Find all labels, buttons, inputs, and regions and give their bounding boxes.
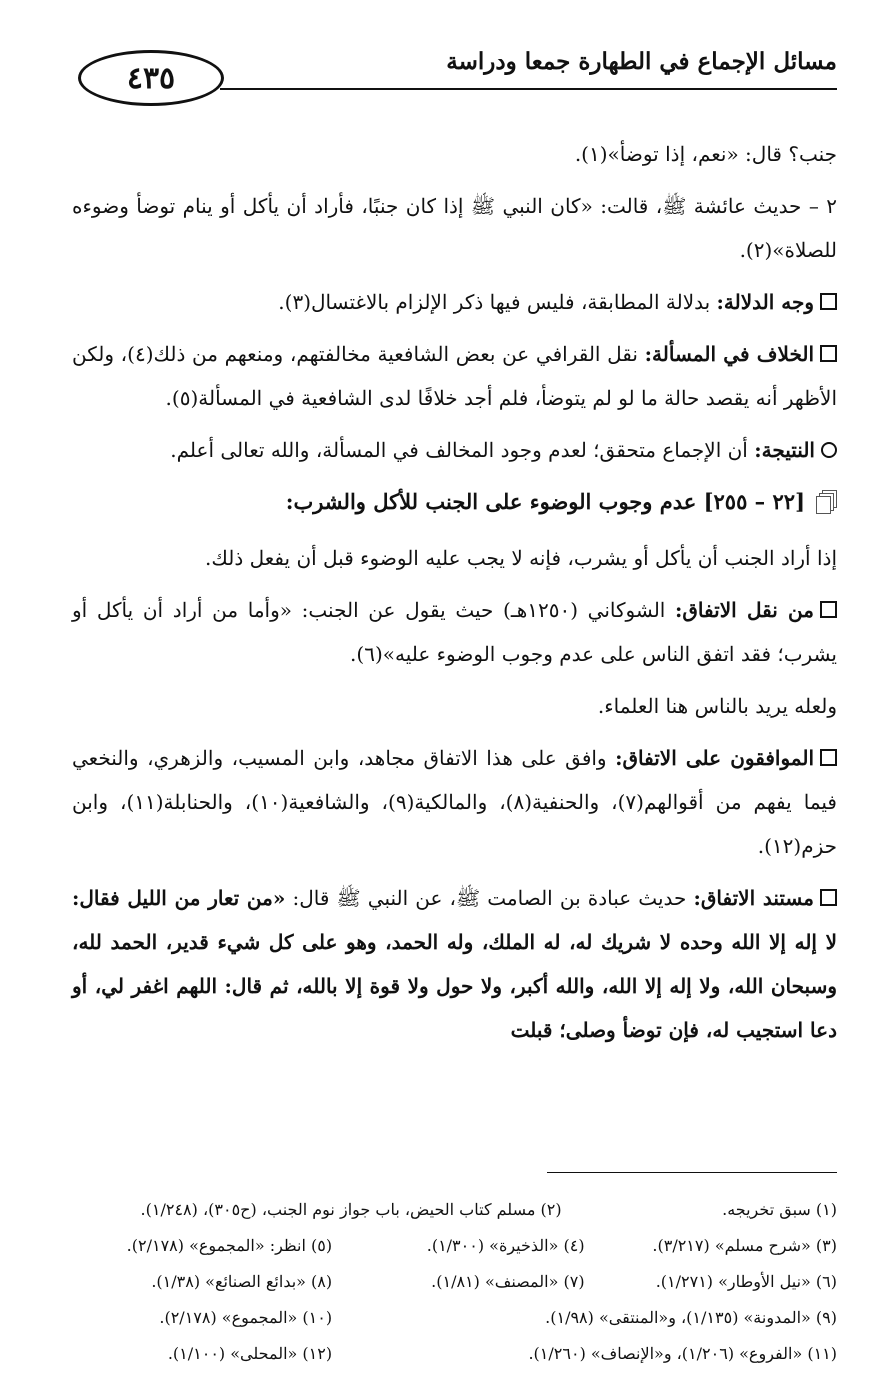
footnote-row-5 xyxy=(72,1336,837,1372)
paragraph-1: جنب؟ قال: «نعم، إذا توضأ»(١). xyxy=(574,142,837,166)
paragraph-6: إذا أراد الجنب أن يأكل أو يشرب، فإنه لا يجب عليه الوضوء قبل أن يفعل ذلك. xyxy=(205,546,837,570)
text-transmitter: الشوكاني (١٢٥٠هـ) حيث يقول عن الجنب: «وأما من أراد أن يأكل أو يشرب؛ فقد اتفق الناس على عدم وجوب الوضوء عليه»(٦). xyxy=(72,598,837,666)
footnote-row-3 xyxy=(72,1264,837,1300)
section-heading xyxy=(72,480,837,524)
footnote-row-1 xyxy=(72,1192,837,1228)
paragraph-3 xyxy=(72,280,837,324)
paragraph-5 xyxy=(72,428,837,472)
footnote-4: (٤) «الذخيرة» (١/٣٠٠). xyxy=(426,1236,585,1255)
label-agreeing: الموافقون على الاتفاق: xyxy=(615,746,814,770)
square-bullet-icon xyxy=(820,749,837,766)
label-transmitter: من نقل الاتفاق: xyxy=(675,598,814,622)
running-head: مسائل الإجماع في الطهارة جمعا ودراسة xyxy=(446,48,837,75)
paragraph-8: ولعله يريد بالناس هنا العلماء. xyxy=(597,694,837,718)
footnote-5: (٥) انظر: «المجموع» (٢/١٧٨). xyxy=(126,1236,333,1255)
paragraph-10 xyxy=(72,876,837,1052)
footnote-9: (٩) «المدونة» (١/١٣٥)، و«المنتقى» (١/٩٨). xyxy=(545,1308,837,1327)
label-disagreement: الخلاف في المسألة: xyxy=(644,342,814,366)
circle-bullet-icon xyxy=(821,442,837,458)
footnote-3: (٣) «شرح مسلم» (٣/٢١٧). xyxy=(652,1236,837,1255)
footnote-divider xyxy=(547,1172,837,1173)
square-bullet-icon xyxy=(820,889,837,906)
text-result: أن الإجماع متحقق؛ لعدم وجود المخالف في المسألة، والله تعالى أعلم. xyxy=(170,438,755,462)
footnote-2: (٢) مسلم كتاب الحيض، باب جواز نوم الجنب، (ح٣٠٥)، (١/٢٤٨). xyxy=(140,1200,562,1219)
footnotes xyxy=(72,1192,837,1372)
header-rule xyxy=(220,88,837,90)
footnote-6: (٦) «نيل الأوطار» (١/٢٧١). xyxy=(655,1272,837,1291)
page-header xyxy=(60,30,837,100)
label-evidence: وجه الدلالة: xyxy=(716,290,814,314)
paragraph-2: ٢ – حديث عائشة ﷺ، قالت: «كان النبي ﷺ إذا كان جنبًا، فأراد أن يأكل أو ينام توضأ وضوءه للصلاة»(٢). xyxy=(72,194,837,262)
footnote-row-4 xyxy=(72,1300,837,1336)
footnote-1: (١) سبق تخريجه. xyxy=(722,1200,837,1219)
footnote-10: (١٠) «المجموع» (٢/١٧٨). xyxy=(159,1308,333,1327)
paragraph-4 xyxy=(72,332,837,420)
square-bullet-icon xyxy=(820,345,837,362)
text-agreeing: وافق على هذا الاتفاق مجاهد، وابن المسيب، والزهري، والنخعي فيما يفهم من أقوالهم(٧)، والحنفية(٨)، والمالكية(٩)، والشافعية(١٠)، والحنابلة(١١)، وابن حزم(١٢). xyxy=(72,746,837,858)
section-heading-text: [٢٢ – ٢٥٥] عدم وجوب الوضوء على الجنب للأكل والشرب: xyxy=(285,489,805,514)
footnote-row-2 xyxy=(72,1228,837,1264)
footnote-12: (١٢) «المحلى» (١/١٠٠). xyxy=(167,1344,333,1363)
page-number: ٤٣٥ xyxy=(78,50,224,106)
text-evidence: بدلالة المطابقة، فليس فيها ذكر الإلزام بالاغتسال(٣). xyxy=(278,290,717,314)
square-bullet-icon xyxy=(820,601,837,618)
square-bullet-icon xyxy=(820,293,837,310)
text-disagreement: نقل القرافي عن بعض الشافعية مخالفتهم، ومنعهم من ذلك(٤)، ولكن الأظهر أنه يقصد حالة ما لو لم يتوضأ، فلم أجد خلافًا لدى الشافعية في المسألة(٥). xyxy=(72,342,837,410)
footnote-7: (٧) «المصنف» (١/٨١). xyxy=(431,1272,585,1291)
footnote-11: (١١) «الفروع» (١/٢٠٦)، و«الإنصاف» (١/٢٦٠). xyxy=(528,1344,837,1363)
main-text xyxy=(72,132,837,1060)
text-basis: حديث عبادة بن الصامت ﷺ، عن النبي ﷺ قال: xyxy=(285,886,694,910)
paragraph-7 xyxy=(72,588,837,676)
hadith-quote: «من تعار من الليل فقال: لا إله إلا الله وحده لا شريك له، له الملك، وله الحمد، وهو على كل شيء قدير، الحمد لله، وسبحان الله، ولا إله إلا الله، والله أكبر، ولا حول ولا قوة إلا بالله، ثم قال: اللهم اغفر لي، أو دعا استجيب له، فإن توضأ وصلى؛ قبلت xyxy=(72,886,837,1042)
paragraph-9 xyxy=(72,736,837,868)
document-stack-icon xyxy=(817,490,837,512)
label-basis: مستند الاتفاق: xyxy=(693,886,814,910)
footnote-8: (٨) «بدائع الصنائع» (١/٣٨). xyxy=(151,1272,333,1291)
label-result: النتيجة: xyxy=(754,438,815,462)
